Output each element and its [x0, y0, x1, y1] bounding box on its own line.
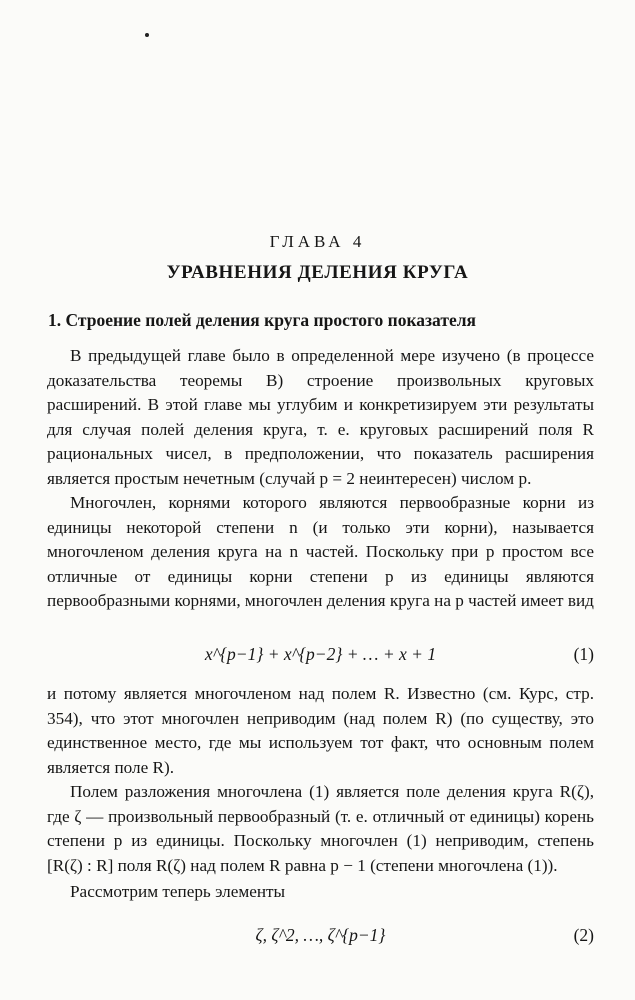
paragraph-1: В предыдущей главе было в определенной мере изучено (в процессе доказательства теоремы В) строение произвольных круговых расширений. В этой главе мы углубим и конкретизируем эти результаты для случая полей деления круга, т. е. круговых расширений поля R рациональных чисел, в предположении, что показатель расширения является простым нечетным (случай p = 2 неинтересен) числом p. — [47, 346, 594, 488]
paragraph-4: Полем разложения многочлена (1) является поле деления круга R(ζ), где ζ — произвольный первообразный (т. е. отличный от единицы) корень степени p из единицы. Поскольку многочлен (1) неприводим, степень [R(ζ) : R] поля R(ζ) над полем R равна p − 1 (степени многочлена (1)). — [47, 782, 594, 875]
chapter-title: УРАВНЕНИЯ ДЕЛЕНИЯ КРУГА — [166, 262, 469, 283]
formula-1-expression: x^{p−1} + x^{p−2} + … + x + 1 — [204, 644, 437, 664]
paragraph-2: Многочлен, корнями которого являются первообразные корни из единицы некоторой степени n (и только эти корни), называется многочленом деления круга на n частей. Поскольку при p простом все отличные от единицы корни степени p из единицы являются первообразными корнями, многочлен деления круга на p частей имеет вид — [47, 493, 594, 610]
text-block-final — [47, 880, 594, 905]
page-mark — [145, 33, 149, 37]
chapter-label: ГЛАВА 4 — [269, 232, 366, 251]
formula-1 — [47, 644, 594, 670]
formula-2-expression: ζ, ζ^2, …, ζ^{p−1} — [255, 925, 386, 945]
section-heading: 1. Строение полей деления круга простого показателя — [48, 310, 477, 330]
formula-1-number: (1) — [573, 644, 594, 664]
formula-2 — [47, 925, 594, 951]
formula-2-number: (2) — [573, 925, 594, 945]
paragraph-3: и потому является многочленом над полем R. Известно (см. Курс, стр. 354), что этот многочлен неприводим (над полем R) (по существу, это единственное место, где мы используем тот факт, что основным полем является поле R). — [47, 684, 594, 777]
paragraph-5: Рассмотрим теперь элементы — [70, 882, 286, 901]
text-block-middle — [47, 682, 594, 878]
text-block-intro — [47, 344, 594, 614]
